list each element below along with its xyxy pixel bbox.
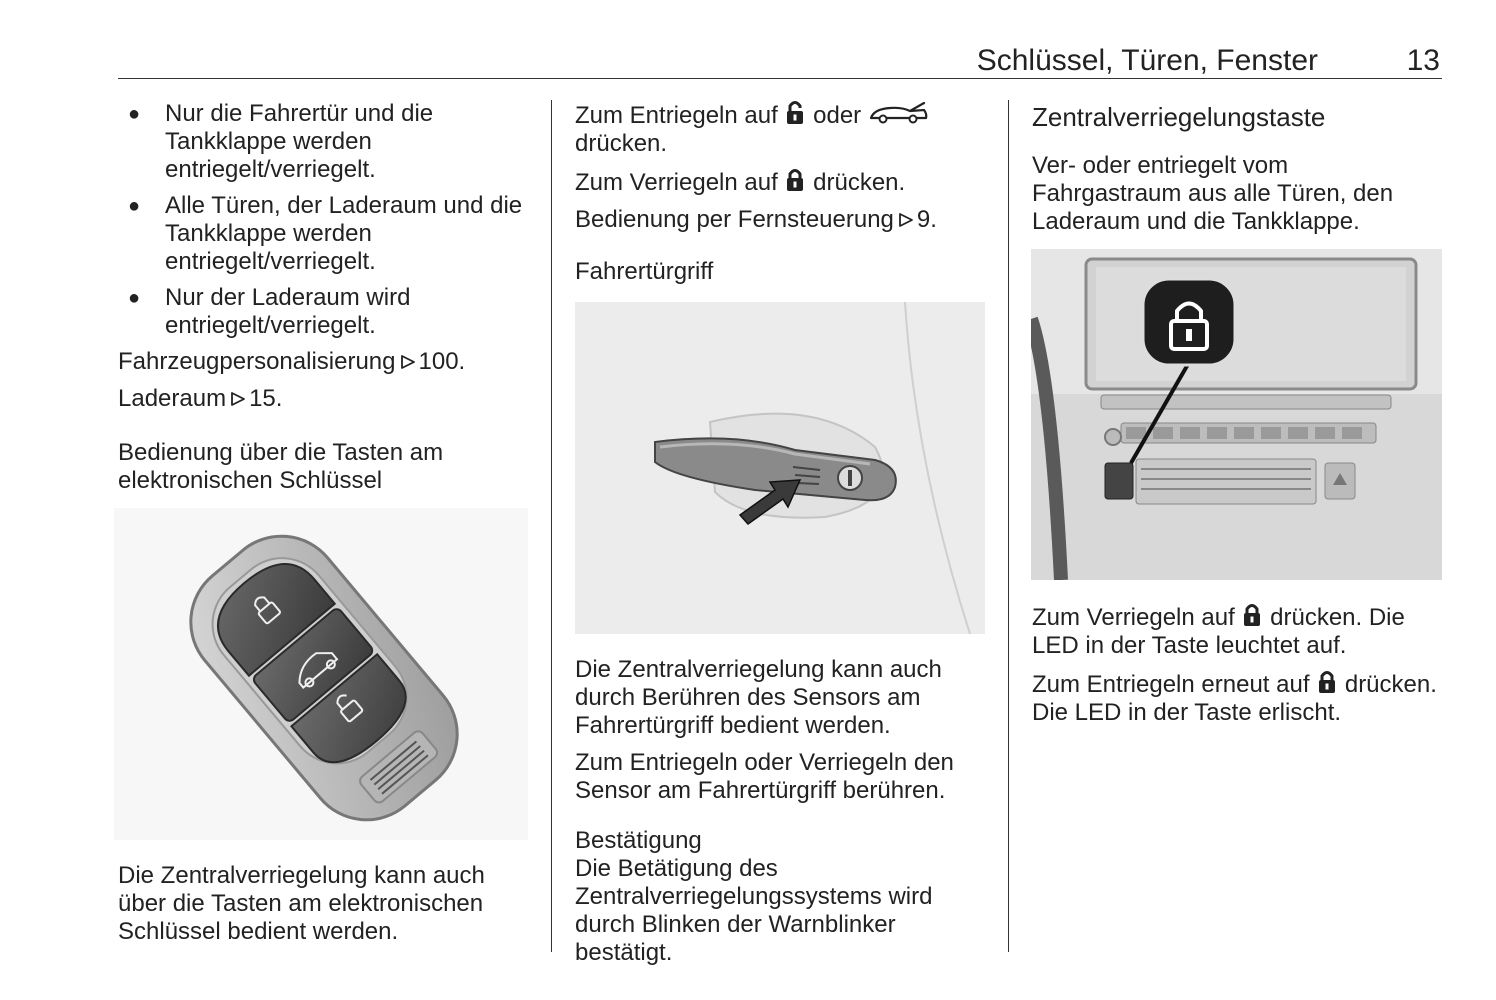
- list-item: ● Alle Türen, der Laderaum und die Tankklappe werden entriegelt/verriegelt.: [128, 192, 523, 275]
- subheading-key-buttons: Bedienung über die Tasten am elektronischen Schlüssel: [118, 439, 444, 494]
- reference-remote[interactable]: Bedienung per Fernsteuerung 9.: [575, 206, 937, 233]
- column-3: [1032, 100, 1442, 245]
- unlock-padlock-icon: [784, 100, 806, 126]
- lock-instruction: Zum Verriegeln auf drücken.: [575, 169, 906, 196]
- dashboard-illustration: [1031, 249, 1442, 580]
- column-3-lower: [1032, 602, 1442, 736]
- central-lock-unlock-instruction: Zum Entriegeln erneut auf drücken. Die LED in der Taste erlischt.: [1032, 671, 1437, 726]
- bullet-icon: ●: [128, 195, 141, 217]
- lock-padlock-icon: [1241, 602, 1263, 628]
- door-handle-illustration: [575, 302, 985, 634]
- column-divider-1: [551, 100, 552, 952]
- bullet-icon: ●: [128, 287, 141, 309]
- column-divider-2: [1008, 100, 1009, 952]
- bullet-icon: ●: [128, 103, 141, 125]
- page-header: [118, 40, 1442, 79]
- column-2: [575, 100, 985, 298]
- page-reference-arrow-icon: [400, 353, 416, 371]
- list-item: ● Nur der Laderaum wird entriegelt/verriegelt.: [128, 284, 411, 339]
- key-fob-illustration: [114, 508, 528, 840]
- column-1-caption: [118, 862, 533, 955]
- central-lock-intro: Ver- oder entriegelt vom Fahrgastraum aus alle Türen, den Laderaum und die Tankklappe.: [1032, 152, 1394, 235]
- door-handle-paragraph-1: Die Zentralverriegelung kann auch durch Berühren des Sensors am Fahrertürgriff bedient werden.: [575, 656, 942, 739]
- lock-padlock-icon: [784, 167, 806, 193]
- section-title: Schlüssel, Türen, Fenster: [976, 44, 1318, 77]
- heading-central-lock-button: Zentralverriegelungstaste: [1032, 102, 1326, 132]
- confirmation-paragraph: Die Betätigung des Zentralverriegelungssystems wird durch Blinken der Warnblinker bestätigt.: [575, 855, 933, 966]
- unlock-instruction: Zum Entriegeln auf oder drücken.: [575, 100, 985, 158]
- column-1: [118, 100, 533, 507]
- option-list: [118, 100, 533, 340]
- page-reference-arrow-icon: [230, 390, 246, 408]
- page-reference-arrow-icon: [898, 211, 914, 229]
- list-item: ● Nur die Fahrertür und die Tankklappe werden entriegelt/verriegelt.: [128, 100, 434, 183]
- key-caption: Die Zentralverriegelung kann auch über die Tasten am elektronischen Schlüssel bedient werden.: [118, 862, 485, 945]
- reference-laderaum[interactable]: Laderaum 15.: [118, 385, 283, 412]
- subheading-confirmation: Bestätigung: [575, 827, 702, 854]
- subheading-door-handle: Fahrertürgriff: [575, 258, 714, 285]
- column-2-lower: [575, 656, 985, 976]
- door-handle-paragraph-2: Zum Entriegeln oder Verriegeln den Sensor am Fahrertürgriff berühren.: [575, 749, 954, 804]
- car-tailgate-icon: [868, 100, 930, 126]
- page-number: 13: [1406, 44, 1440, 77]
- lock-padlock-icon: [1316, 669, 1338, 695]
- reference-personalisation[interactable]: Fahrzeugpersonalisierung 100.: [118, 348, 466, 375]
- central-lock-lock-instruction: Zum Verriegeln auf drücken. Die LED in der Taste leuchtet auf.: [1032, 604, 1405, 659]
